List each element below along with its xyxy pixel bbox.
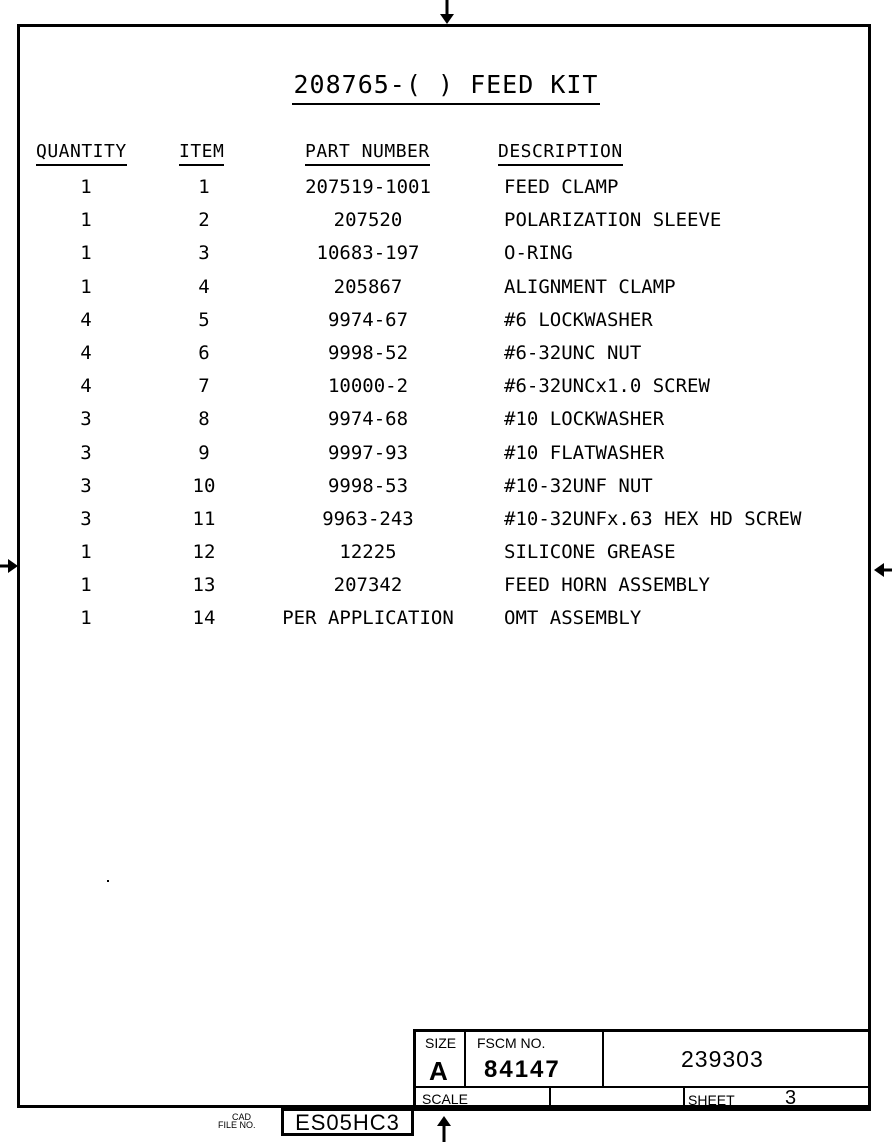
row-quantity: 4 xyxy=(80,308,92,331)
row-quantity: 3 xyxy=(80,408,92,431)
table-row xyxy=(0,442,892,475)
row-part-number: 10683-197 xyxy=(316,242,420,265)
row-description: #10 LOCKWASHER xyxy=(504,408,665,431)
table-row xyxy=(0,176,892,209)
page-title: 208765-( ) FEED KIT xyxy=(0,70,892,99)
row-item: 6 xyxy=(198,341,210,364)
table-row xyxy=(0,209,892,242)
row-part-number: 9974-67 xyxy=(327,308,409,331)
row-description: OMT ASSEMBLY xyxy=(504,607,642,630)
row-part-number: PER APPLICATION xyxy=(282,607,454,630)
row-quantity: 1 xyxy=(80,176,92,198)
row-part-number: 207519-1001 xyxy=(305,176,431,198)
table-row xyxy=(0,475,892,508)
table-row xyxy=(0,408,892,441)
sheet-label: SHEET xyxy=(688,1092,735,1108)
row-item: 2 xyxy=(198,209,210,232)
row-description: O-RING xyxy=(504,242,573,265)
row-quantity: 3 xyxy=(80,441,92,464)
table-row xyxy=(0,508,892,541)
scale-label: SCALE xyxy=(422,1091,468,1107)
row-part-number: 207520 xyxy=(333,209,403,232)
header-part-number: PART NUMBER xyxy=(305,141,430,166)
row-item: 1 xyxy=(198,176,210,198)
bottom-center-arrow-icon xyxy=(434,1114,454,1142)
row-quantity: 1 xyxy=(80,209,92,232)
row-description: ALIGNMENT CLAMP xyxy=(504,275,676,298)
row-part-number: 9997-93 xyxy=(327,441,409,464)
row-item: 5 xyxy=(198,308,210,331)
row-item: 10 xyxy=(192,474,216,497)
top-center-arrow-icon xyxy=(437,0,457,26)
cad-file-number: ES05HC3 xyxy=(281,1108,414,1136)
size-label: SIZE xyxy=(425,1035,457,1051)
row-part-number: 12225 xyxy=(339,541,397,564)
row-description: #10-32UNF NUT xyxy=(504,474,653,497)
table-row xyxy=(0,242,892,275)
table-row xyxy=(0,574,892,607)
row-part-number: 9963-243 xyxy=(322,507,414,530)
drawing-number: 239303 xyxy=(681,1046,764,1072)
row-description: FEED CLAMP xyxy=(504,176,619,198)
table-row xyxy=(0,607,892,640)
row-item: 14 xyxy=(192,607,216,630)
row-quantity: 1 xyxy=(80,242,92,265)
table-row xyxy=(0,375,892,408)
row-description: #6-32UNCx1.0 SCREW xyxy=(504,375,710,398)
header-item: ITEM xyxy=(179,141,224,166)
table-row xyxy=(0,342,892,375)
row-part-number: 9998-53 xyxy=(327,474,409,497)
row-quantity: 1 xyxy=(80,275,92,298)
row-part-number: 9974-68 xyxy=(327,408,409,431)
row-item: 9 xyxy=(198,441,210,464)
row-item: 12 xyxy=(192,541,216,564)
row-description: FEED HORN ASSEMBLY xyxy=(504,574,710,597)
fscm-value: 84147 xyxy=(484,1056,561,1083)
row-quantity: 4 xyxy=(80,375,92,398)
stray-mark xyxy=(107,880,109,882)
row-item: 11 xyxy=(192,507,216,530)
row-quantity: 3 xyxy=(80,507,92,530)
row-item: 3 xyxy=(198,242,210,265)
table-row xyxy=(0,276,892,309)
row-description: #6-32UNC NUT xyxy=(504,341,642,364)
row-item: 4 xyxy=(198,275,210,298)
row-item: 7 xyxy=(198,375,210,398)
row-part-number: 205867 xyxy=(333,275,403,298)
row-quantity: 1 xyxy=(80,541,92,564)
row-item: 8 xyxy=(198,408,210,431)
header-description: DESCRIPTION xyxy=(498,141,623,166)
row-part-number: 10000-2 xyxy=(327,375,409,398)
row-part-number: 207342 xyxy=(333,574,403,597)
table-row xyxy=(0,309,892,342)
row-quantity: 1 xyxy=(80,574,92,597)
header-quantity: QUANTITY xyxy=(36,141,127,166)
table-row xyxy=(0,541,892,574)
title-block xyxy=(413,1029,871,1111)
row-quantity: 1 xyxy=(80,607,92,630)
row-quantity: 3 xyxy=(80,474,92,497)
row-item: 13 xyxy=(192,574,216,597)
row-description: #10-32UNFx.63 HEX HD SCREW xyxy=(504,507,802,530)
row-part-number: 9998-52 xyxy=(327,341,409,364)
row-description: POLARIZATION SLEEVE xyxy=(504,209,722,232)
row-description: SILICONE GREASE xyxy=(504,541,676,564)
size-value: A xyxy=(429,1056,448,1086)
parts-list xyxy=(0,176,892,641)
row-description: #6 LOCKWASHER xyxy=(504,308,653,331)
cad-file-label: CAD FILE NO. xyxy=(218,1112,256,1130)
fscm-label: FSCM NO. xyxy=(477,1035,546,1051)
row-description: #10 FLATWASHER xyxy=(504,441,665,464)
sheet-value: 3 xyxy=(785,1087,797,1109)
row-quantity: 4 xyxy=(80,341,92,364)
